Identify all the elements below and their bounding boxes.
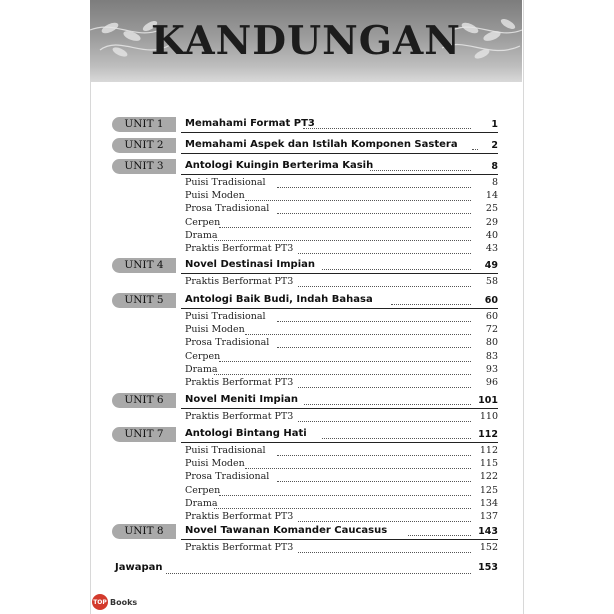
sub-item-leader [277,313,471,322]
sub-item-page: 115 [479,458,498,470]
sub-item-label: Puisi Tradisional [185,177,266,188]
sub-item-leader [277,473,471,482]
unit-page: 101 [478,395,498,406]
unit-title: Memahami Aspek dan Istilah Komponen Sastera [185,139,458,150]
unit-page: 49 [484,260,498,271]
sub-item-leader [277,339,471,348]
sub-item-page: 122 [479,471,498,483]
unit-underline [181,174,498,175]
sub-item-leader [298,544,471,553]
page-title: KANDUNGAN [151,18,461,64]
sub-item-page: 8 [491,177,498,188]
sub-item-label: Puisi Moden [185,324,245,336]
sub-item-page: 93 [485,363,498,375]
unit-page: 2 [491,140,498,151]
unit-badge: UNIT 7 [112,427,176,442]
sub-item-leader [245,192,471,201]
jawapan-label: Jawapan [115,562,163,573]
unit-title: Novel Tawanan Komander Caucasus [185,525,388,536]
unit-leader [408,527,471,536]
publisher-logo [92,594,137,610]
sub-item-page: 125 [479,484,498,496]
sub-item-leader [298,413,471,422]
sub-item-page: 40 [485,229,498,241]
unit-page: 143 [478,526,498,537]
unit-title: Memahami Format PT3 [185,118,315,129]
unit-underline [181,408,498,409]
sub-item-page: 72 [485,324,498,336]
unit-leader [370,162,471,171]
unit-title: Novel Meniti Impian [185,394,299,405]
sub-item-label: Puisi Moden [185,458,245,470]
sub-item-leader [219,487,471,496]
sub-item-page: 110 [479,411,498,422]
unit-leader [322,261,471,270]
unit-badge: UNIT 1 [112,117,176,132]
unit-page: 1 [491,119,498,130]
unit-underline [181,132,498,133]
unit-badge: UNIT 8 [112,524,176,539]
unit-underline [181,539,498,540]
sub-item-label: Puisi Moden [185,190,245,202]
sub-item-leader [298,245,471,254]
unit-badge: UNIT 3 [112,159,176,174]
sub-item-page: 80 [485,337,498,349]
sub-item-leader [277,447,471,456]
unit-leader [303,120,471,129]
unit-badge: UNIT 4 [112,258,176,273]
sub-item-label: Praktis Berformat PT3 [185,243,294,254]
unit-page: 8 [491,161,498,172]
jawapan-leader [166,565,471,574]
unit-title: Antologi Baik Budi, Indah Bahasa [185,294,373,305]
sub-item-page: 14 [485,190,498,202]
sub-item-label: Praktis Berformat PT3 [185,411,294,422]
sub-item-leader [298,379,471,388]
unit-title: Antologi Bintang Hati [185,428,307,439]
sub-item-leader [245,460,471,469]
sub-item-leader [298,513,471,522]
unit-page: 112 [478,429,498,440]
unit-underline [181,442,498,443]
unit-page: 60 [484,295,498,306]
sub-item-label: Praktis Berformat PT3 [185,377,294,388]
sub-item-label: Drama [185,229,218,241]
unit-title: Novel Destinasi Impian [185,259,316,270]
sub-item-label: Prosa Tradisional [185,203,270,215]
sub-item-page: 60 [485,311,498,322]
sub-item-leader [277,205,471,214]
sub-item-page: 43 [485,243,498,254]
sub-item-leader [277,179,471,188]
sub-item-label: Cerpen [185,350,221,362]
sub-item-label: Cerpen [185,484,221,496]
unit-badge: UNIT 2 [112,138,176,153]
sub-item-label: Praktis Berformat PT3 [185,276,294,287]
sub-item-leader [214,366,472,375]
sub-item-label: Drama [185,497,218,509]
sub-item-label: Prosa Tradisional [185,471,270,483]
unit-underline [181,153,498,154]
unit-badge: UNIT 6 [112,393,176,408]
sub-item-page: 112 [479,445,498,456]
sub-item-label: Prosa Tradisional [185,337,270,349]
sub-item-leader [298,278,471,287]
sub-item-leader [219,353,471,362]
sub-item-page: 152 [479,542,498,553]
sub-item-leader [245,326,471,335]
sub-item-label: Drama [185,363,218,375]
sub-item-page: 58 [485,276,498,287]
sub-item-page: 96 [485,377,498,388]
sub-item-label: Puisi Tradisional [185,311,266,322]
sub-item-label: Praktis Berformat PT3 [185,511,294,522]
jawapan-page: 153 [478,562,498,573]
logo-text: Books [110,597,138,607]
unit-leader [304,396,471,405]
sub-item-label: Praktis Berformat PT3 [185,542,294,553]
sub-item-page: 137 [479,511,498,522]
unit-underline [181,308,498,309]
unit-leader [391,296,471,305]
sub-item-leader [214,232,472,241]
sub-item-page: 83 [485,350,498,362]
sub-item-label: Puisi Tradisional [185,445,266,456]
sub-item-label: Cerpen [185,216,221,228]
unit-underline [181,273,498,274]
unit-leader [322,430,471,439]
sub-item-leader [219,219,471,228]
unit-badge: UNIT 5 [112,293,176,308]
sub-item-page: 29 [485,216,498,228]
sub-item-leader [214,500,472,509]
sub-item-page: 134 [479,497,498,509]
sub-item-page: 25 [485,203,498,215]
unit-title: Antologi Kuingin Berterima Kasih [185,160,374,171]
logo-mark: TOP [92,594,108,610]
